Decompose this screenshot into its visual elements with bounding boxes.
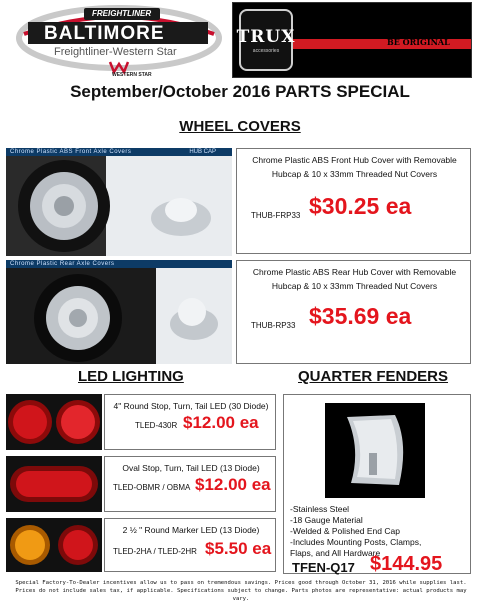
- front-hub-cover-photo: [6, 148, 232, 256]
- fender-feature-3: -Welded & Polished End Cap: [290, 526, 400, 536]
- front-hub-cover-box: [236, 148, 471, 254]
- quarter-fender-box: [283, 394, 471, 574]
- rear-hub-cover-photo: [6, 260, 232, 364]
- footer-disclaimer: [6, 579, 476, 603]
- quarter-fender-price: $144.95: [370, 553, 443, 575]
- oval-led-sku: TLED-OBMR / OBMA: [113, 483, 191, 492]
- quarter-fender-photo: [325, 403, 425, 498]
- front-hub-cover-description: Chrome Plastic ABS Front Hub Cover with Removable Hubcap & 10 x 33mm Threaded Nut Covers: [252, 155, 457, 179]
- rear-hub-cover-description: Chrome Plastic ABS Rear Hub Cover with Removable Hubcap & 10 x 33mm Threaded Nut Covers: [252, 267, 457, 291]
- front-hub-cover-price: $30.25 ea: [309, 193, 412, 219]
- oval-led-description: Oval Stop, Turn, Tail LED (13 Diode): [122, 463, 260, 473]
- round-led-box: [104, 394, 276, 450]
- trux-badge: [236, 9, 296, 71]
- wheel-covers-heading: WHEEL COVERS: [179, 118, 301, 135]
- rear-hub-cover-box: [236, 260, 471, 364]
- baltimore-logo: [14, 4, 224, 80]
- marker-led-description: 2 ½ " Round Marker LED (13 Diode): [122, 525, 260, 535]
- trux-tagline: BE ORIGINAL: [387, 37, 450, 47]
- front-hub-cover-sku: THUB-FRP33: [251, 211, 301, 220]
- footer-line-2: Prices do not include sales tax, if applicable. Specifications subject to change. Parts photos are representative: actual products may vary.: [15, 588, 467, 602]
- round-led-price: $12.00 ea: [183, 413, 259, 432]
- page-title: September/October 2016 PARTS SPECIAL: [70, 82, 410, 101]
- round-led-description: 4" Round Stop, Turn, Tail LED (30 Diode): [113, 401, 269, 411]
- round-led-photo: [6, 394, 102, 450]
- freightliner-wordmark: FREIGHTLINER: [92, 9, 152, 18]
- fender-feature-2: -18 Gauge Material: [290, 515, 363, 525]
- rear-hub-cover-price: $35.69 ea: [309, 303, 412, 329]
- fender-feature-4: -Includes Mounting Posts, Clamps,: [290, 537, 422, 547]
- trux-wordmark: TRUX: [236, 26, 296, 47]
- footer-line-1: Special Factory-To-Dealer incentives allow us to pass on tremendous savings. Prices good through October 31, 2016 while supplies last.: [15, 580, 467, 586]
- rear-photo-caption: Chrome Plastic Rear Axle Covers: [10, 261, 115, 267]
- trux-sub: accessories: [252, 47, 280, 54]
- marker-led-sku: TLED-2HA / TLED-2HR: [113, 547, 197, 556]
- marker-led-box: [104, 518, 276, 572]
- rear-hub-cover-sku: THUB-RP33: [251, 321, 296, 330]
- fender-feature-1: -Stainless Steel: [290, 504, 350, 514]
- quarter-fenders-heading: QUARTER FENDERS: [298, 368, 449, 385]
- led-lighting-heading: LED LIGHTING: [78, 368, 184, 385]
- oval-led-photo: [6, 456, 102, 512]
- marker-led-price: $5.50 ea: [205, 539, 272, 558]
- hub-cap-caption: HUB CAP: [189, 149, 216, 155]
- baltimore-subtitle: Freightliner-Western Star: [54, 46, 177, 58]
- western-star-label: WESTERN STAR: [112, 72, 152, 78]
- oval-led-box: [104, 456, 276, 512]
- front-photo-caption: Chrome Plastic ABS Front Axle Covers: [10, 149, 132, 155]
- baltimore-wordmark: BALTIMORE: [44, 23, 165, 44]
- oval-led-price: $12.00 ea: [195, 475, 271, 494]
- marker-led-photo: [6, 518, 102, 572]
- fender-feature-5: Flaps, and All Hardware: [290, 548, 381, 558]
- round-led-sku: TLED-430R: [135, 421, 178, 430]
- quarter-fender-sku: TFEN-Q17: [292, 560, 355, 575]
- trux-logo: [232, 2, 472, 78]
